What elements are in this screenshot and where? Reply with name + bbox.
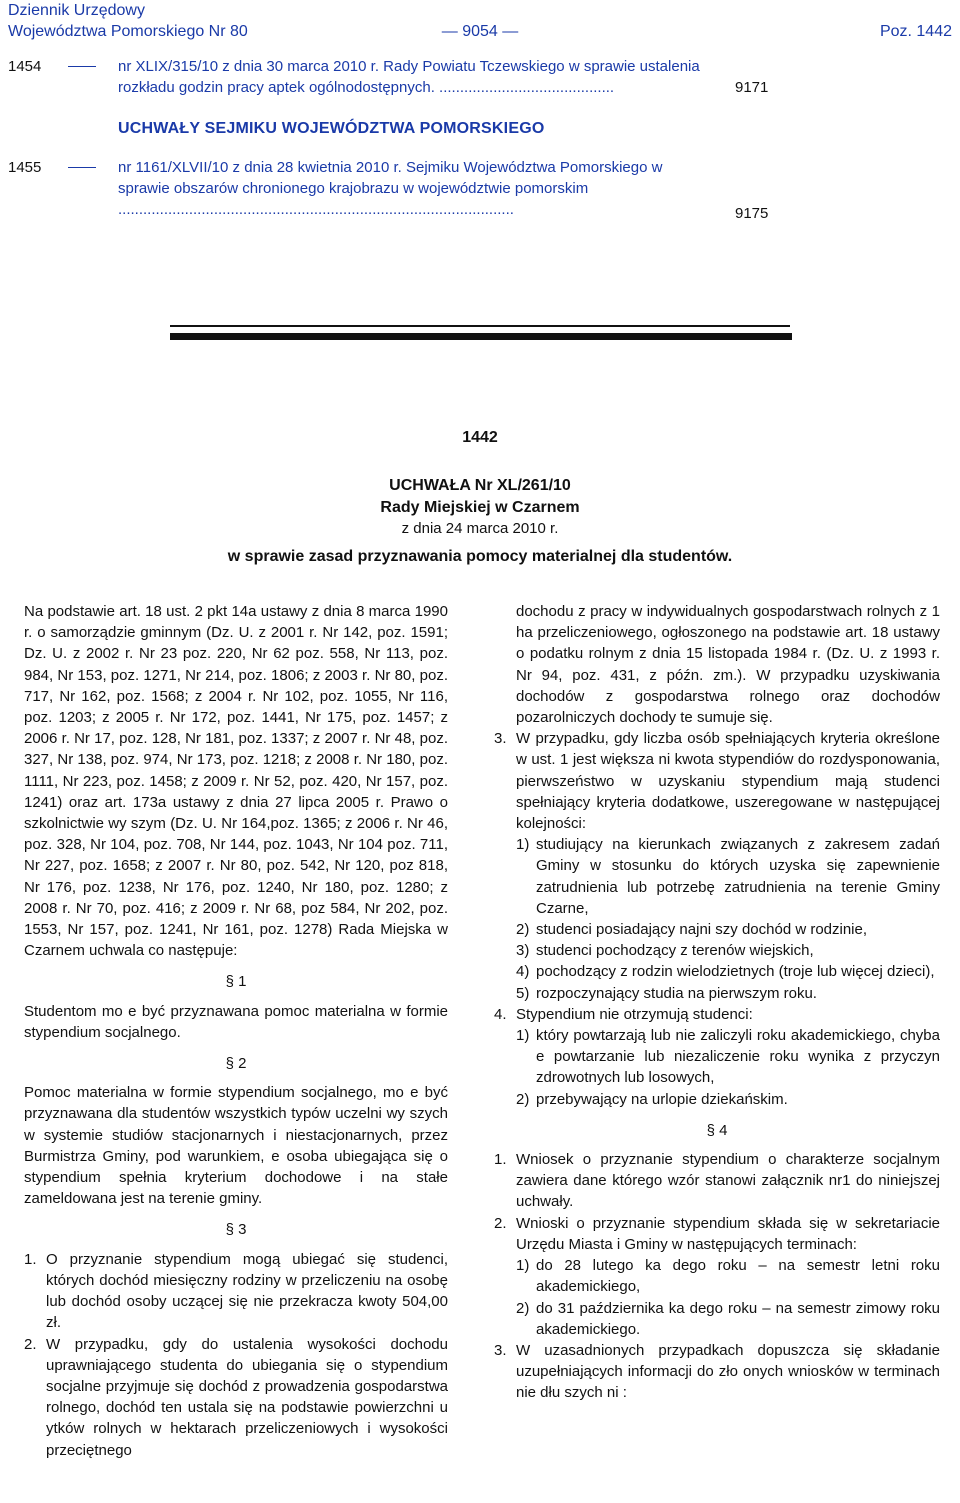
toc-entry-link[interactable]: nr 1161/XLVII/10 z dnia 28 kwietnia 2010 r. Sejmiku Województwa Pomorskiego w sprawie obszarów chronionego krajobrazu w województwie pomorskim ............................................................................................... [118, 159, 663, 218]
list-item [494, 728, 940, 834]
sub-item-text: rozpoczynający studia na pierwszym roku. [536, 984, 817, 1002]
separator-rule-thick [170, 333, 792, 340]
sub-item-text: który powtarzają lub nie zaliczyli roku akademickiego, chyba e powtarzanie lub niezaliczenie roku wynika z przyczyn zdrowotnych lub losowych, [536, 1027, 940, 1087]
toc-dash [68, 167, 96, 168]
preamble: Na podstawie art. 18 ust. 2 pkt 14a ustawy z dnia 8 marca 1990 r. o samorządzie gminnym (Dz. U. z 2001 r. Nr 142, poz. 1591; Dz. U. z 2002 r. Nr 23 poz. 220, Nr 62 poz. 558, Nr 113, poz. 984, Nr 153, poz. 1271, Nr 214, poz. 1806; z 2003 r. Nr 80, poz. 717, Nr 162, poz. 1568; z 2004 r. Nr 102, poz. 1055, Nr 116, poz. 1203; z 2005 r. Nr 172, poz. 1441, Nr 175, poz. 1457; z 2006 r. Nr 17, poz. 128, Nr 181, poz. 1337; z 2007 r. Nr 48, poz. 327, Nr 138, poz. 974, Nr 173, poz. 1218; z 2008 r. Nr 180, poz. 1111, Nr 223, poz. 1458; z 2009 r. Nr 52, poz. 420, Nr 157, poz. 1241) oraz art. 173a ustawy z dnia 27 lipca 2005 r. Prawo o szkolnictwie wy szym (Dz. U. Nr 164,poz. 1365; z 2006 r. Nr 46, poz. 328, Nr 104, poz. 708, Nr 144, poz. 1043, Nr 104 poz. 711, Nr 227, poz. 1658; z 2007 r. Nr 80, poz. 542, Nr 120, poz 818, Nr 176, poz. 1238, Nr 176, poz. 1240, Nr 180, poz. 1280; z 2008 r. Nr 70, poz. 416; z 2009 r. Nr 68, poz 584, Nr 202, poz. 1553, Nr 157, poz. 1241, Nr 161, poz. 1278) Rada Miejska w Czarnem uchwala co następuje: [24, 603, 448, 960]
sub-item [494, 961, 940, 982]
separator-rule [170, 325, 790, 327]
section-2-heading: § 2 [225, 1055, 247, 1073]
list-item [494, 1149, 940, 1213]
item-number: 1. [24, 1250, 37, 1268]
sub-item-number: 2) [516, 1090, 530, 1108]
list-item [494, 1340, 940, 1404]
right-column [494, 601, 940, 1404]
sub-item [494, 1089, 940, 1110]
sub-item [494, 1025, 940, 1089]
sub-item-text: do 31 października ka dego roku – na semestr zimowy roku akademickiego. [536, 1299, 940, 1338]
toc-section-heading: UCHWAŁY SEJMIKU WOJEWÓDZTWA POMORSKIEGO [118, 120, 545, 137]
item-text: Stypendium nie otrzymują studenci: [516, 1005, 753, 1023]
sub-item [494, 834, 940, 919]
item-text: Wnioski o przyznanie stypendium składa się w sekretariacie Urzędu Miasta i Gminy w następujących terminach: [516, 1214, 940, 1253]
toc-entry-number: 1455 [8, 159, 42, 176]
sub-item [494, 1255, 940, 1297]
sub-item-number: 5) [516, 984, 530, 1002]
sub-item-text: przebywający na urlopie dziekańskim. [536, 1090, 788, 1108]
section-3-heading: § 3 [225, 1221, 247, 1239]
left-column [24, 601, 448, 1461]
item-text: W uzasadnionych przypadkach dopuszcza się składanie uzupełniających informacji do zło onych wniosków w terminach nie dłu szych ni : [516, 1341, 940, 1402]
sub-item [494, 940, 940, 961]
item-text: O przyznanie stypendium mogą ubiegać się studenci, których dochód miesięczny rodziny w przeliczeniu na osobę lub dochód osoby uczącej się nie przekracza kwoty 504,00 zł. [46, 1250, 448, 1332]
act-position-number: 1442 [462, 429, 498, 446]
sub-item [494, 983, 940, 1004]
sublist [494, 1025, 940, 1110]
list-item [494, 1004, 940, 1025]
sub-item [494, 1298, 940, 1340]
section-1-text: Studentom mo e być przyznawana pomoc materialna w formie stypendium socjalnego. [24, 1002, 448, 1041]
list-item [24, 1249, 448, 1334]
sub-item [494, 919, 940, 940]
toc-entry-number: 1454 [8, 58, 42, 75]
item-number: 3. [494, 1341, 507, 1359]
sublist [494, 834, 940, 1004]
section-1-heading: § 1 [225, 973, 247, 991]
sub-item-text: studenci pochodzący z terenów wiejskich, [536, 942, 814, 960]
sub-item-number: 1) [516, 836, 530, 854]
toc-entry-page: 9175 [735, 205, 769, 222]
item-number: 2. [24, 1335, 37, 1353]
sub-item-number: 2) [516, 921, 530, 939]
page-number: — 9054 — [441, 23, 519, 40]
list-item [24, 1334, 448, 1461]
item-number: 2. [494, 1214, 507, 1232]
act-title: UCHWAŁA Nr XL/261/10 [389, 477, 571, 494]
item-number: 3. [494, 730, 507, 748]
sublist [494, 1255, 940, 1340]
sub-item-text: pochodzący z rodzin wielodzietnych (troje lub więcej dzieci), [536, 963, 935, 981]
sub-item-number: 1) [516, 1027, 530, 1045]
item-text: W przypadku, gdy do ustalenia wysokości dochodu uprawniającego studenta do ubiegania się o stypendium socjalne przyjmuje się dochód z prowadzenia gospodarstwa rolnego, dochód ten ustala się na podstawie powierzchni u ytków rolnych w hektarach przeliczeniowych i wysokości przeciętnego [46, 1335, 448, 1459]
item-number: 4. [494, 1005, 507, 1023]
toc-entry-link[interactable]: nr XLIX/315/10 z dnia 30 marca 2010 r. Rady Powiatu Tczewskiego w sprawie ustalenia rozkładu godzin pracy aptek ogólnodostępnych. .......................................... [118, 58, 700, 96]
list-item [494, 1213, 940, 1255]
journal-issue: Województwa Pomorskiego Nr 80 [8, 23, 248, 40]
section-4-heading: § 4 [706, 1121, 728, 1139]
item-text: Wniosek o przyznanie stypendium o charakterze socjalnym zawiera dane którego wzór stanowi załącznik nr1 do niniejszej uchwały. [516, 1151, 940, 1211]
section-2-text: Pomoc materialna w formie stypendium socjalnego, mo e być przyznawana dla studentów wszystkich typów uczelni wy szych w systemie studiów stacjonarnych i niestacjonarnych, przez Burmistrza Gminy, pod warunkiem, e osoba ubiegająca się o stypendium spełnia kryterium dochodowe i na stałe zameldowana jest na terenie gminy. [24, 1084, 448, 1208]
sub-item-number: 2) [516, 1299, 530, 1317]
sub-item-text: studiujący na kierunkach związanych z zakresem zadań Gminy w stosunku do których uzyska się zapewnienie zatrudnienia lub potrzebę zatrudnienia na terenie Gminy Czarne, [536, 836, 940, 917]
item-number: 1. [494, 1151, 507, 1169]
act-issuer: Rady Miejskiej w Czarnem [380, 499, 580, 516]
sub-item-number: 3) [516, 942, 530, 960]
toc-entry-page: 9171 [735, 79, 769, 96]
journal-title: Dziennik Urzędowy [8, 2, 145, 19]
sub-item-number: 1) [516, 1257, 530, 1275]
sub-item-text: studenci posiadający najni szy dochód w rodzinie, [536, 921, 868, 939]
act-subject: w sprawie zasad przyznawania pomocy materialnej dla studentów. [227, 548, 733, 565]
sub-item-text: do 28 lutego ka dego roku – na semestr letni roku akademickiego, [536, 1257, 940, 1296]
continuation-text: dochodu z pracy w indywidualnych gospodarstwach rolnych z 1 ha przeliczeniowego, ogłoszonego na podstawie art. 18 ustawy o podatku rolnym z dnia 15 listopada 1984 r. (Dz. U. z 1993 r. Nr 94, poz. 431, z późn. zm.). W przypadku uzyskiwania dochodów z gospodarstwa rolnego oraz dochodów pozarolniczych dochody te sumuje się. [516, 603, 940, 727]
sub-item-number: 4) [516, 963, 530, 981]
item-text: W przypadku, gdy liczba osób spełniających kryteria określone w ust. 1 jest większa ni kwota stypendiów do rozdysponowania, pierwszeństwo w uzyskaniu stypendium mają studenci spełniający kryteria dodatkowe, uszeregowane w następującej kolejności: [516, 730, 940, 833]
act-date: z dnia 24 marca 2010 r. [401, 520, 559, 537]
position-label: Poz. 1442 [879, 23, 952, 40]
toc-dash [68, 66, 96, 67]
